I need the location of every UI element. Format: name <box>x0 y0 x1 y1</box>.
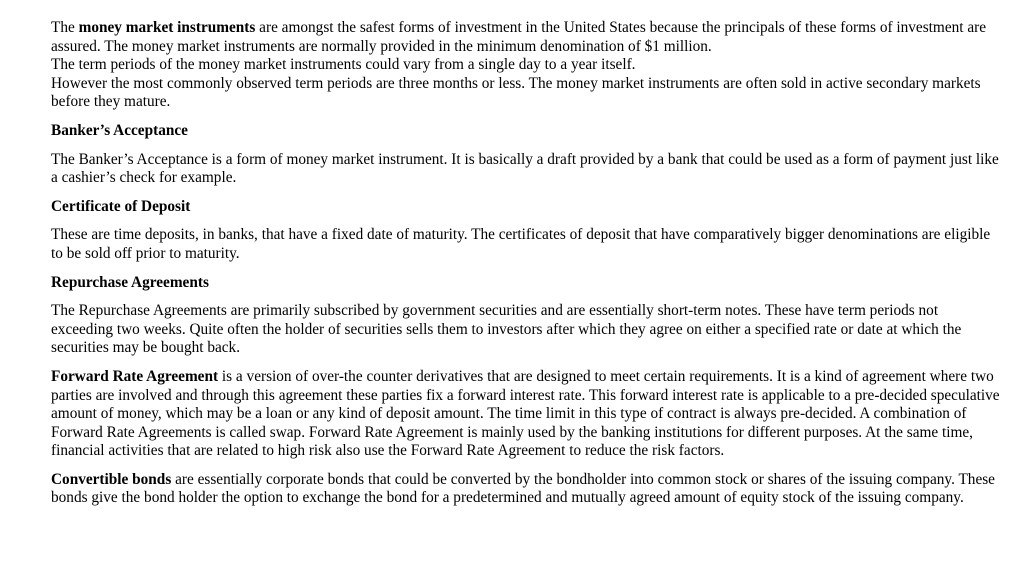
forward-rate-agreement-term: Forward Rate Agreement <box>51 367 219 385</box>
intro-paragraph <box>51 19 1001 56</box>
intro-bold-term: money market instruments <box>78 19 256 36</box>
convertible-bonds-body: are essentially corporate bonds that could be converted by the bondholder into common stock or shares of the issuing company. These bonds give the bond holder the option to exchange the bond for a predetermined and mutually agreed amount of equity stock of the issuing company. <box>51 470 995 507</box>
bankers-acceptance-heading: Banker’s Acceptance <box>51 121 188 139</box>
forward-rate-agreement-body: is a version of over-the counter derivatives that are designed to meet certain requirements. It is a kind of agreement where two parties are involved and through this agreement these parties fix a forward interest rate. This forward interest rate is applicable to a pre-decided speculative amount of money, which may be a loan or any kind of deposit amount. The time limit in this type of contract is always pre-decided. A combination of Forward Rate Agreements is called swap. Forward Rate Agreement is mainly used by the banking institutions for different purposes. At the same time, financial activities that are related to high risk also use the Forward Rate Agreement to reduce the risk factors. <box>51 367 1000 460</box>
intro-line-2: The term periods of the money market instruments could vary from a single day to a year itself. <box>51 56 636 74</box>
intro-rest: are amongst the safest forms of investment in the United States because the principals of these forms of investment are assured. The money market instruments are normally provided in the minimum denomination of $1 million. <box>51 19 987 55</box>
forward-rate-agreement-paragraph <box>51 368 1001 461</box>
bankers-acceptance-body: The Banker’s Acceptance is a form of money market instrument. It is basically a draft provided by a bank that could be used as a form of payment just like a cashier’s check for example. <box>51 150 999 187</box>
convertible-bonds-paragraph <box>51 471 1001 508</box>
intro-section <box>51 19 1001 112</box>
repurchase-agreements-heading: Repurchase Agreements <box>51 273 209 291</box>
certificate-of-deposit-body: These are time deposits, in banks, that have a fixed date of maturity. The certificates of deposit that have comparatively bigger denominations are eligible to be sold off prior to maturity. <box>51 226 991 262</box>
intro-lead: The <box>51 19 79 36</box>
repurchase-agreements-body: The Repurchase Agreements are primarily subscribed by government securities and are essentially short-term notes. These have term periods not exceeding two weeks. Quite often the holder of securities sells them to investors after which they agree on either a specified rate or date at which the securities may be bought back. <box>51 302 962 357</box>
document-page <box>51 19 1001 508</box>
intro-line-3: However the most commonly observed term periods are three months or less. The money market instruments are often sold in active secondary markets before they mature. <box>51 74 981 111</box>
certificate-of-deposit-heading: Certificate of Deposit <box>51 197 191 215</box>
convertible-bonds-term: Convertible bonds <box>51 470 172 488</box>
